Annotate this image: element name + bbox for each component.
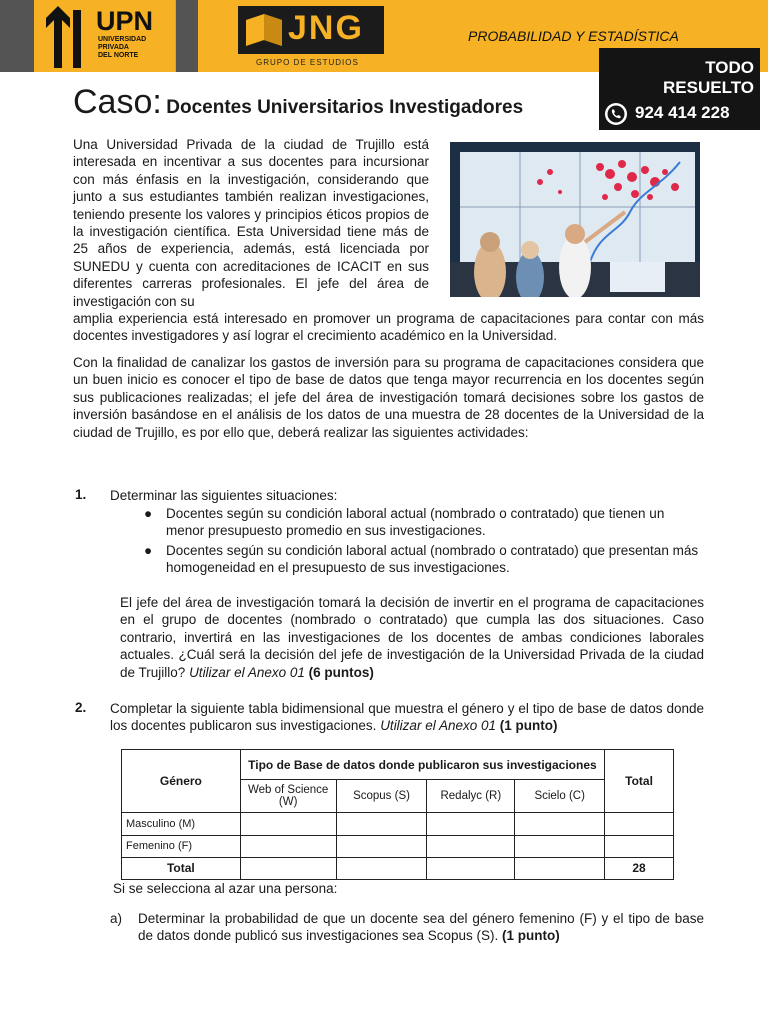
activity-1-number: 1. xyxy=(75,487,87,502)
badge-line-1: TODO xyxy=(705,58,754,77)
column-header: Web of Science (W) xyxy=(240,780,336,813)
course-title: PROBABILIDAD Y ESTADÍSTICA xyxy=(468,28,679,44)
points-label: (1 punto) xyxy=(502,928,560,944)
jng-title: JNG xyxy=(288,9,364,47)
table-cell[interactable] xyxy=(336,813,427,835)
bullet-icon: ● xyxy=(144,542,153,558)
case-heading: Docentes Universitarios Investigadores xyxy=(166,97,524,118)
case-label: Caso: xyxy=(73,83,162,121)
case-title xyxy=(73,83,523,122)
table-cell[interactable] xyxy=(515,857,605,879)
total-label: Total xyxy=(122,857,241,879)
annex-reference: Utilizar el Anexo 01 xyxy=(380,718,496,734)
table-cell[interactable] xyxy=(515,813,605,835)
header-strip xyxy=(0,0,34,72)
header-total: Total xyxy=(605,750,674,813)
upn-logo xyxy=(34,0,176,72)
activity-2-text: Completar la siguiente tabla bidimensional que muestra el género y el tipo de base de datos donde los docentes publicaron sus investigaciones. Utilizar el Anexo 01 (1 punto) xyxy=(110,701,704,734)
resolved-badge xyxy=(599,48,760,130)
jng-subtitle: GRUPO DE ESTUDIOS xyxy=(256,58,359,67)
question-a-label: a) xyxy=(110,911,123,926)
list-item: ● Docentes según su condición laboral actual (nombrado o contratado) que tienen un menor presupuesto promedio en sus investigaciones. xyxy=(144,506,665,539)
table-cell[interactable] xyxy=(240,835,336,857)
table-total-row xyxy=(122,857,674,879)
activity-1-decision: El jefe del área de investigación tomará la decisión de invertir en el programa de capacitaciones en el grupo de docentes (nombrado o contratado) que cumpla las dos situaciones. Caso contrario, invertirá en las investigaciones de los docentes de ambas condiciones laborales actuales. ¿Cuál será la decisión del jefe de investigación de la Universidad Privada de la ciudad de Trujillo? Utilizar el Anexo 01 (6 puntos) xyxy=(120,595,704,680)
annex-reference: Utilizar el Anexo 01 xyxy=(189,664,305,680)
column-header: Redalyc (R) xyxy=(427,780,515,813)
table-cell[interactable] xyxy=(605,835,674,857)
table-cell[interactable] xyxy=(515,835,605,857)
header-genero: Género xyxy=(122,750,241,813)
badge-phone: 924 414 228 xyxy=(635,103,730,122)
intro-paragraph-1: Una Universidad Privada de la ciudad de Trujillo está interesada en incentivar a sus docentes para incursionar con más énfasis en la investigación, considerando que junto a sus estudiantes también realizan investigaciones, teniendo presente los valores y principios éticos propios de la investigación científica. Esta Universidad tiene más de 25 años de experiencia, además, está licenciada por SUNEDU y cuenta con acreditaciones de ICACIT en sus diferentes carreras profesionales. El jefe del área de investigación con su xyxy=(73,137,429,309)
upn-arrow-icon xyxy=(46,6,86,68)
upn-subtitle: UNIVERSIDAD PRIVADA DEL NORTE xyxy=(98,36,147,59)
row-label: Femenino (F) xyxy=(122,835,241,857)
table-cell[interactable] xyxy=(336,835,427,857)
table-cell[interactable] xyxy=(240,813,336,835)
table-cell[interactable] xyxy=(427,835,515,857)
intro-paragraph-2: Con la finalidad de canalizar los gastos de inversión para su programa de capacitaciones considera que un buen inicio es conocer el tipo de base de datos que tenga mayor recurrencia en los docentes según sus publicaciones realizadas; el jefe del área de investigación tomará decisiones sobre los gastos de inversión basándose en el análisis de los datos de una muestra de 28 docentes de la Universidad de la ciudad de Trujillo, es por ello que, deberá realizar las siguientes actividades: xyxy=(73,355,704,440)
upn-title: UPN xyxy=(96,6,154,36)
header-database-type: Tipo de Base de datos donde publicaron sus investigaciones xyxy=(240,750,604,780)
list-item: ● Docentes según su condición laboral actual (nombrado o contratado) que presentan más homogeneidad en el presupuesto de sus investigaciones. xyxy=(144,542,699,576)
header-divider xyxy=(176,0,198,72)
book-icon xyxy=(244,12,284,48)
whatsapp-icon xyxy=(604,102,628,126)
bullet-icon: ● xyxy=(144,506,153,521)
intro-paragraph-1-continued: amplia experiencia está interesado en promover un programa de capacitaciones para contar con más docentes investigadores y así lograr el crecimiento académico en la Universidad. xyxy=(73,311,704,344)
question-a-text: Determinar la probabilidad de que un docente sea del género femenino (F) y el tipo de base de datos donde publicó sus investigaciones sea Scopus (S). (1 punto) xyxy=(138,911,704,944)
activity-1-text: Determinar las siguientes situaciones: xyxy=(110,488,338,503)
jng-logo xyxy=(238,6,384,54)
research-photo xyxy=(450,142,700,297)
table-cell[interactable] xyxy=(605,813,674,835)
random-selection-text: Si se selecciona al azar una persona: xyxy=(113,881,338,896)
row-label: Masculino (M) xyxy=(122,813,241,835)
column-header: Scielo (C) xyxy=(515,780,605,813)
table-row xyxy=(122,813,674,835)
activity-1-bullets xyxy=(144,505,704,579)
badge-line-2: RESUELTO xyxy=(663,78,754,97)
column-header: Scopus (S) xyxy=(336,780,427,813)
table-row xyxy=(122,835,674,857)
table-cell[interactable] xyxy=(240,857,336,879)
points-label: (1 punto) xyxy=(499,718,558,734)
table-cell[interactable] xyxy=(336,857,427,879)
contingency-table xyxy=(121,749,674,880)
table-cell[interactable] xyxy=(427,813,515,835)
grand-total: 28 xyxy=(605,857,674,879)
points-label: (6 puntos) xyxy=(308,664,374,680)
activity-2-number: 2. xyxy=(75,700,87,715)
table-cell[interactable] xyxy=(427,857,515,879)
